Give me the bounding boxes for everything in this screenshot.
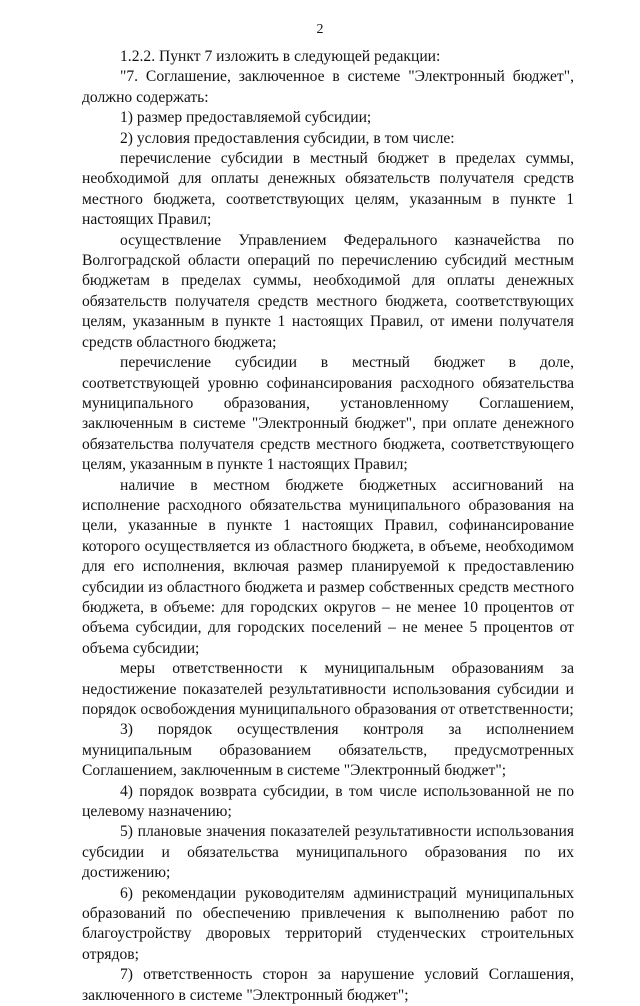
paragraph-8: наличие в местном бюджете бюджетных ассигнований на исполнение расходного обязательства муниципального образования на цели, указанные в пункте 1 настоящих Правил, софинансирование которого осуществляется из областного бюджета, в объеме, необходимом для его исполнения, включая размер планируемой к предоставлению субсидии из областного бюджета и размер собственных средств местного бюджета, в объеме: для городских округов – не менее 10 процентов от объема субсидии, для городских поселений – не менее 5 процентов от объема субсидии;	[82, 476, 574, 657]
paragraph-1: 1.2.2. Пункт 7 изложить в следующей редакции:	[120, 48, 441, 65]
paragraph-5: перечисление субсидии в местный бюджет в пределах суммы, необходимой для оплаты денежных обязательств получателя средств местного бюджета, соответствующих целям, указанным в пункте 1 настоящих Правил;	[82, 150, 574, 229]
paragraph-4: 2) условия предоставления субсидии, в том числе:	[120, 129, 455, 147]
page-number: 2	[316, 22, 324, 37]
paragraph-9: меры ответственности к муниципальным образованиям за недостижение показателей результативности использования субсидии и порядок освобождения муниципального образования от ответственности;	[82, 660, 574, 718]
paragraph-14: 7) ответственность сторон за нарушение условий Соглашения, заключенного в системе "Электронный бюджет";	[82, 966, 574, 1004]
paragraph-7: перечисление субсидии в местный бюджет в доле, соответствующей уровню софинансирования расходного обязательства муниципального образования, установленному Соглашением, заключенным в системе "Электронный бюджет", при оплате денежного обязательства получателя средств местного бюджета, соответствующего целям, указанным в пункте 1 настоящих Правил;	[82, 354, 574, 474]
document-body	[82, 47, 574, 1006]
paragraph-3: 1) размер предоставляемой субсидии;	[120, 109, 372, 127]
paragraph-6: осуществление Управлением Федерального казначейства по Волгоградской области операций по перечислению субсидий местным бюджетам в пределах суммы, необходимой для оплаты денежных обязательств получателя средств местного бюджета, соответствующих целям, указанным в пункте 1 настоящих Правил, от имени получателя средств областного бюджета;	[82, 231, 574, 351]
paragraph-11: 4) порядок возврата субсидии, в том числе использованной не по целевому назначению;	[82, 782, 574, 821]
paragraph-13: 6) рекомендации руководителям администраций муниципальных образований по обеспечению привлечения к выполнению работ по благоустройству дворовых территорий студенческих строительных отрядов;	[82, 884, 574, 963]
paragraph-2: "7. Соглашение, заключенное в системе "Электронный бюджет", должно содержать:	[82, 68, 574, 106]
paragraph-10: 3) порядок осуществления контроля за исполнением муниципальным образованием обязательств, предусмотренных Соглашением, заключенным в системе "Электронный бюджет";	[82, 721, 574, 780]
paragraph-12: 5) плановые значения показателей результативности использования субсидии и обязательства муниципального образования по их достижению;	[82, 823, 574, 882]
